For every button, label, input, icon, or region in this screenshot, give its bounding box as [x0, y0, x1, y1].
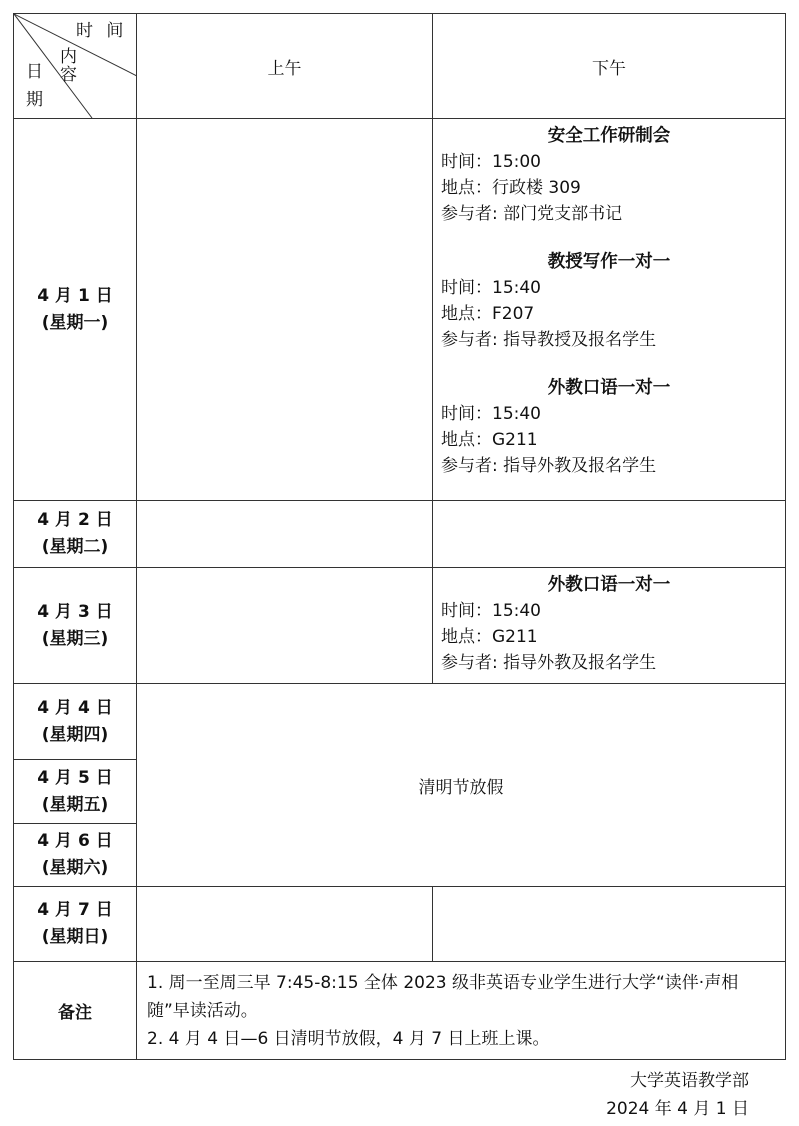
date-text: 4 月 6 日	[37, 831, 113, 851]
date-text: 4 月 5 日	[37, 767, 113, 788]
afternoon-cell	[433, 887, 786, 962]
header-row	[14, 14, 786, 119]
day-row	[14, 501, 786, 568]
date-text: 4 月 7 日	[37, 900, 113, 920]
day-row	[14, 684, 786, 760]
event-place: 地点：行政楼 309	[441, 178, 581, 198]
corner-content-label	[60, 48, 104, 84]
notes-cell	[137, 962, 786, 1060]
weekday-text: (星期日)	[41, 927, 109, 947]
event-time: 时间：15:40	[441, 601, 541, 621]
afternoon-cell	[433, 119, 786, 501]
morning-header: 上午	[137, 14, 433, 119]
holiday-cell: 清明节放假	[137, 684, 786, 887]
weekday-text: (星期四)	[41, 724, 109, 745]
event-block	[441, 123, 777, 227]
date-cell	[14, 501, 137, 568]
weekday-text: (星期三)	[41, 628, 109, 649]
note-item: 2. 4 月 4 日—6 日清明节放假，4 月 7 日上班上课。	[147, 1028, 550, 1049]
event-title: 外教口语一对一	[547, 575, 671, 595]
date-cell	[14, 684, 137, 760]
date-text: 4 月 1 日	[37, 285, 113, 306]
footer-date: 2024 年 4 月 1 日	[606, 1099, 749, 1119]
afternoon-header: 下午	[433, 14, 786, 119]
event-place: 地点：F207	[441, 304, 535, 324]
afternoon-cell	[433, 501, 786, 568]
event-participants: 参与者: 指导外教及报名学生	[441, 456, 657, 476]
event-title: 安全工作研制会	[547, 126, 671, 146]
weekday-text: (星期五)	[41, 794, 109, 815]
date-text: 4 月 3 日	[37, 601, 113, 622]
schedule-table	[13, 13, 786, 1060]
afternoon-cell	[433, 568, 786, 684]
date-cell	[14, 824, 137, 887]
day-row	[14, 887, 786, 962]
day-row	[14, 568, 786, 684]
event-block	[441, 572, 777, 676]
date-cell	[14, 760, 137, 824]
event-participants: 参与者: 指导外教及报名学生	[441, 653, 657, 673]
date-cell	[14, 568, 137, 684]
notes-row	[14, 962, 786, 1060]
event-title: 外教口语一对一	[547, 378, 671, 398]
event-participants: 参与者: 部门党支部书记	[441, 204, 623, 224]
corner-content-text: 内 容	[60, 47, 79, 85]
weekday-text: (星期一)	[41, 312, 109, 333]
date-text: 4 月 4 日	[37, 697, 113, 718]
morning-cell	[137, 887, 433, 962]
event-participants: 参与者: 指导教授及报名学生	[441, 330, 657, 350]
date-cell	[14, 119, 137, 501]
event-place: 地点：G211	[441, 627, 538, 647]
morning-cell	[137, 568, 433, 684]
weekday-text: (星期六)	[41, 858, 109, 878]
date-cell	[14, 887, 137, 962]
notes-label: 备注	[14, 962, 137, 1060]
note-item: 1. 周一至周三早 7:45-8:15 全体 2023 级非英语专业学生进行大学“读伴·声相随”早读活动。	[147, 972, 739, 1021]
event-time: 时间：15:40	[441, 404, 541, 424]
event-place: 地点：G211	[441, 430, 538, 450]
corner-time-label: 时 间	[76, 21, 128, 41]
corner-header-cell	[14, 14, 137, 119]
morning-cell	[137, 119, 433, 501]
corner-date-label: 日 期	[26, 62, 43, 110]
event-block	[441, 375, 777, 479]
footer-department: 大学英语教学部	[630, 1071, 749, 1091]
event-block	[441, 249, 777, 353]
morning-cell	[137, 501, 433, 568]
event-time: 时间：15:40	[441, 278, 541, 298]
weekday-text: (星期二)	[41, 537, 109, 557]
event-time: 时间：15:00	[441, 152, 541, 172]
event-title: 教授写作一对一	[547, 252, 671, 272]
date-text: 4 月 2 日	[37, 510, 113, 530]
day-row	[14, 119, 786, 501]
